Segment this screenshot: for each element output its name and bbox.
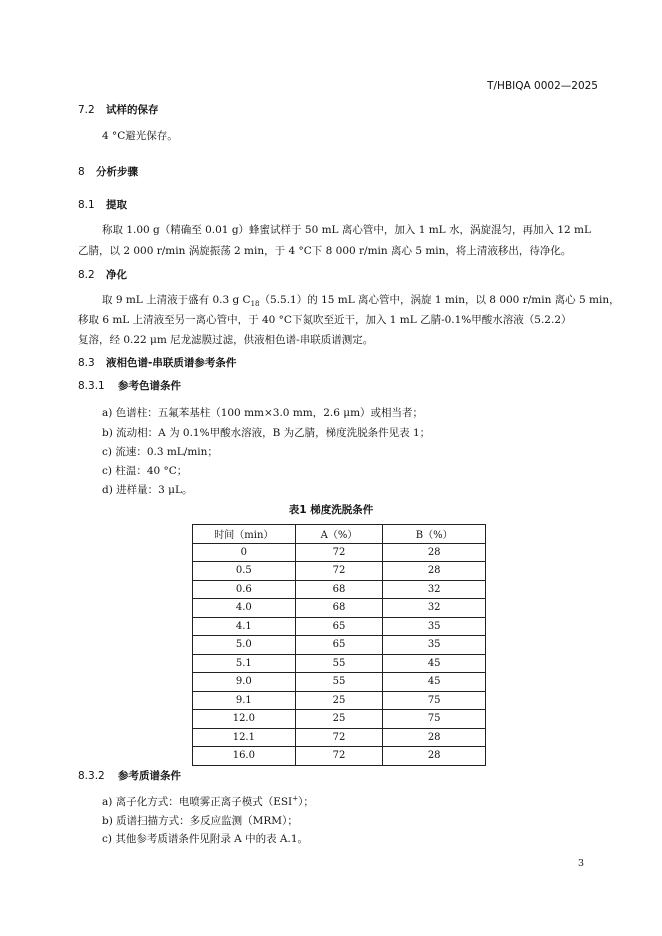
section-number: 8.1 (78, 199, 95, 211)
cell-a: 68 (295, 599, 383, 618)
table-row (193, 691, 486, 710)
cell-b: 45 (383, 673, 486, 692)
cell-a: 55 (295, 654, 383, 673)
cell-time: 5.0 (193, 636, 296, 655)
cell-time: 0.6 (193, 580, 296, 599)
cell-time: 5.1 (193, 654, 296, 673)
section-title: 分析步骤 (96, 166, 138, 178)
section-8-2-line-2: 移取 6 mL 上清液至另一离心管中，于 40 °C下氮吹至近干，加入 1 mL 乙腈-0.1%甲酸水溶液（5.2.2） (78, 314, 572, 326)
section-8-3-heading (78, 355, 236, 370)
table-row (193, 617, 486, 636)
section-title: 液相色谱-串联质谱参考条件 (106, 357, 237, 369)
column-header-a: A（%） (295, 525, 383, 544)
cell-a: 25 (295, 710, 383, 729)
cell-a: 68 (295, 580, 383, 599)
section-8-1-heading (78, 197, 127, 212)
cell-b: 28 (383, 747, 486, 766)
cell-time: 0.5 (193, 562, 296, 581)
list-item: a) 色谱柱：五氟苯基柱（100 mm×3.0 mm，2.6 μm）或相当者； (102, 407, 424, 419)
list-item: c) 流速：0.3 mL/min； (102, 446, 218, 458)
cell-time: 4.0 (193, 599, 296, 618)
cell-a: 72 (295, 728, 383, 747)
cell-a: 65 (295, 617, 383, 636)
text-run: 取 9 mL 上清液于盛有 0.3 g C (102, 294, 251, 306)
superscript: + (292, 794, 299, 803)
section-8-1-line-2: 乙腈，以 2 000 r/min 涡旋振荡 2 min，于 4 °C下 8 000 r/min 离心 5 min，将上清液移出，待净化。 (78, 245, 572, 257)
cell-b: 35 (383, 636, 486, 655)
section-8-2-heading (78, 267, 127, 282)
list-item: d) 进样量：3 μL。 (102, 484, 193, 496)
section-number: 8.2 (78, 269, 95, 281)
cell-time: 9.0 (193, 673, 296, 692)
section-title: 净化 (106, 269, 127, 281)
table-row (193, 710, 486, 729)
section-8-2-line-1 (102, 292, 620, 308)
section-number: 7.2 (78, 104, 95, 116)
column-header-time: 时间（min） (193, 525, 296, 544)
list-item: b) 质谱扫描方式：多反应监测（MRM）； (102, 815, 298, 827)
section-8-heading (78, 164, 138, 179)
section-7-2-text: 4 °C避光保存。 (102, 130, 178, 142)
section-title: 参考质谱条件 (118, 770, 181, 782)
page-number: 3 (577, 858, 584, 869)
section-title: 试样的保存 (106, 104, 159, 116)
section-title: 参考色谱条件 (118, 380, 181, 392)
section-8-2-line-3: 复溶，经 0.22 μm 尼龙滤膜过滤，供液相色谱-串联质谱测定。 (78, 334, 374, 346)
cell-b: 32 (383, 599, 486, 618)
cell-b: 28 (383, 543, 486, 562)
list-item: b) 流动相：A 为 0.1%甲酸水溶液，B 为乙腈，梯度洗脱条件见表 1； (102, 427, 431, 439)
list-item (102, 794, 314, 809)
table-row (193, 580, 486, 599)
table-row (193, 636, 486, 655)
cell-time: 0 (193, 543, 296, 562)
cell-a: 72 (295, 747, 383, 766)
section-number: 8.3 (78, 357, 95, 369)
section-8-3-1-heading (78, 378, 181, 393)
text-run: ）； (298, 796, 314, 808)
cell-time: 16.0 (193, 747, 296, 766)
cell-b: 75 (383, 710, 486, 729)
section-8-1-line-1: 称取 1.00 g（精确至 0.01 g）蜂蜜试样于 50 mL 离心管中，加入 1 mL 水，涡旋混匀，再加入 12 mL (102, 224, 591, 236)
table-header-row (193, 525, 486, 544)
cell-time: 12.0 (193, 710, 296, 729)
list-item: c) 柱温：40 °C； (102, 465, 188, 477)
table-row (193, 728, 486, 747)
cell-a: 65 (295, 636, 383, 655)
table-row (193, 543, 486, 562)
cell-b: 45 (383, 654, 486, 673)
section-number: 8.3.2 (78, 770, 105, 782)
table-caption: 表1 梯度洗脱条件 (288, 504, 374, 516)
text-run: （5.5.1）的 15 mL 离心管中，涡旋 1 min，以 8 000 r/min 离心 5 min， (259, 294, 620, 306)
cell-time: 12.1 (193, 728, 296, 747)
column-header-b: B（%） (383, 525, 486, 544)
cell-b: 28 (383, 728, 486, 747)
text-run: a) 离子化方式：电喷雾正离子模式（ESI (102, 796, 293, 808)
cell-a: 55 (295, 673, 383, 692)
document-code: T/HBIQA 0002—2025 (487, 80, 598, 92)
section-title: 提取 (106, 199, 127, 211)
cell-a: 72 (295, 562, 383, 581)
cell-b: 32 (383, 580, 486, 599)
cell-a: 72 (295, 543, 383, 562)
table-row (193, 654, 486, 673)
section-number: 8 (78, 166, 85, 178)
cell-time: 4.1 (193, 617, 296, 636)
cell-b: 75 (383, 691, 486, 710)
subscript: 18 (250, 300, 260, 309)
section-7-2-heading (78, 102, 159, 117)
table-row (193, 673, 486, 692)
table-row (193, 747, 486, 766)
list-item: c) 其他参考质谱条件见附录 A 中的表 A.1。 (102, 833, 309, 845)
section-number: 8.3.1 (78, 380, 105, 392)
cell-b: 28 (383, 562, 486, 581)
gradient-table (192, 524, 486, 766)
cell-b: 35 (383, 617, 486, 636)
cell-a: 25 (295, 691, 383, 710)
table-row (193, 562, 486, 581)
cell-time: 9.1 (193, 691, 296, 710)
section-8-3-2-heading (78, 768, 181, 783)
table-row (193, 599, 486, 618)
